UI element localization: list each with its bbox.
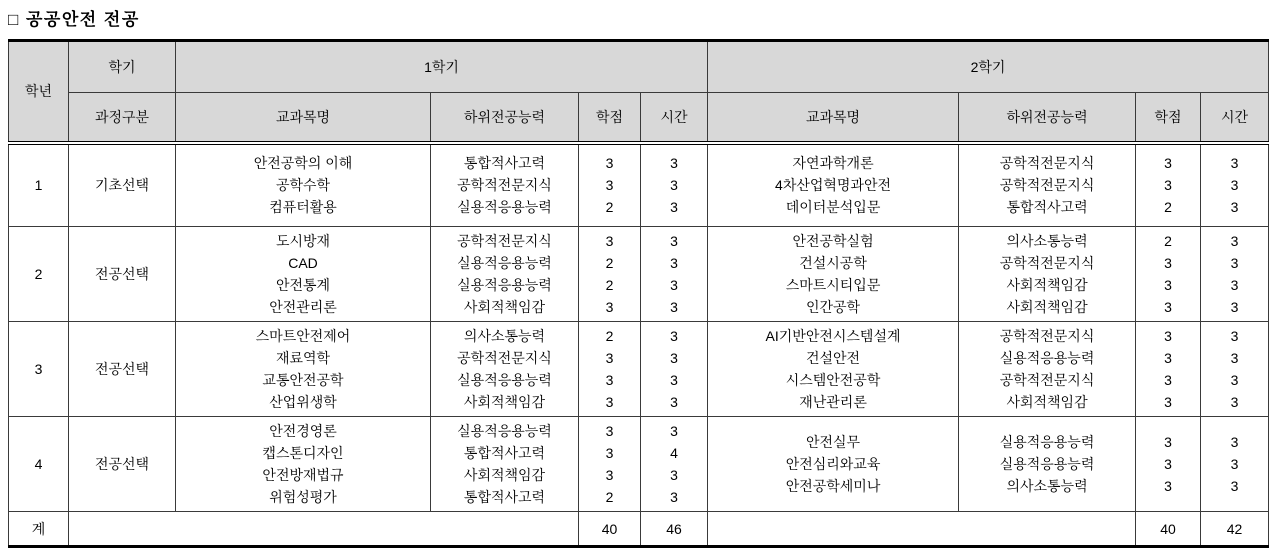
credit-value: 3 bbox=[605, 467, 614, 483]
course-name: 재료역학 bbox=[275, 350, 331, 366]
hour-value: 3 bbox=[670, 350, 678, 366]
hours-cell bbox=[1201, 227, 1269, 322]
header-sem1: 1학기 bbox=[176, 41, 708, 93]
course-name-cell bbox=[176, 417, 431, 512]
course-name: 안전통계 bbox=[275, 277, 331, 293]
hour-value: 3 bbox=[670, 177, 678, 194]
year-cell: 2 bbox=[9, 227, 69, 322]
credits-cell bbox=[1136, 417, 1201, 512]
course-name: AI기반안전시스템설계 bbox=[765, 328, 901, 344]
competency: 실용적응용능력 bbox=[457, 277, 552, 293]
course-name: 안전방재법규 bbox=[262, 467, 344, 483]
course-name: 안전공학세미나 bbox=[785, 478, 881, 494]
total-sem1-hours: 46 bbox=[641, 512, 708, 547]
competency: 공학적전문지식 bbox=[457, 350, 552, 366]
course-name: CAD bbox=[288, 255, 318, 271]
header-hours-sem2: 시간 bbox=[1201, 93, 1269, 143]
competency: 의사소통능력 bbox=[463, 328, 546, 344]
competency-cell bbox=[959, 417, 1136, 512]
course-name: 시스템안전공학 bbox=[785, 372, 881, 388]
course-name: 안전심리와교육 bbox=[785, 456, 881, 472]
course-name-cell bbox=[176, 227, 431, 322]
course-name: 인간공학 bbox=[805, 299, 861, 315]
course-name: 스마트안전제어 bbox=[255, 328, 351, 344]
course-name: 4차산업혁명과안전 bbox=[775, 177, 892, 194]
year-cell: 4 bbox=[9, 417, 69, 512]
header-credits-sem2: 학점 bbox=[1136, 93, 1201, 143]
credit-value: 3 bbox=[1164, 177, 1172, 194]
course-name-cell bbox=[708, 227, 959, 322]
hour-value: 3 bbox=[670, 155, 678, 172]
hours-cell bbox=[641, 417, 708, 512]
course-name: 재난관리론 bbox=[799, 394, 867, 410]
course-name: 도시방재 bbox=[275, 233, 331, 249]
course-name: 데이터분석입문 bbox=[785, 199, 881, 216]
credit-value: 3 bbox=[605, 350, 614, 366]
hour-value: 3 bbox=[1230, 350, 1239, 366]
competency: 실용적응용능력 bbox=[999, 350, 1095, 366]
course-name-cell bbox=[708, 417, 959, 512]
credits-cell bbox=[1136, 227, 1201, 322]
header-row-semester bbox=[9, 41, 1269, 93]
credit-value: 3 bbox=[605, 445, 614, 461]
hour-value: 4 bbox=[670, 445, 678, 461]
hours-cell bbox=[1201, 322, 1269, 417]
hour-value: 3 bbox=[1230, 299, 1239, 315]
hour-value: 3 bbox=[1230, 199, 1239, 216]
competency: 공학적전문지식 bbox=[457, 233, 552, 249]
competency-cell bbox=[959, 143, 1136, 227]
table-row bbox=[9, 322, 1269, 417]
hour-value: 3 bbox=[1230, 394, 1239, 410]
hour-value: 3 bbox=[670, 255, 678, 271]
credit-value: 3 bbox=[1164, 350, 1172, 366]
credit-value: 2 bbox=[605, 489, 614, 505]
competency: 공학적전문지식 bbox=[999, 255, 1095, 271]
header-course-name-sem2: 교과목명 bbox=[708, 93, 959, 143]
course-name: 건설안전 bbox=[805, 350, 861, 366]
total-sem2-credits: 40 bbox=[1136, 512, 1201, 547]
credit-value: 3 bbox=[1164, 155, 1172, 172]
total-label: 계 bbox=[9, 512, 69, 547]
credit-value: 3 bbox=[1164, 277, 1172, 293]
credits-cell bbox=[1136, 322, 1201, 417]
competency: 공학적전문지식 bbox=[999, 372, 1095, 388]
course-name: 안전경영론 bbox=[269, 423, 337, 439]
credit-value: 3 bbox=[605, 233, 614, 249]
competency-cell bbox=[959, 227, 1136, 322]
competency: 사회적책임감 bbox=[1006, 277, 1088, 293]
credits-cell bbox=[579, 322, 641, 417]
competency: 사회적책임감 bbox=[463, 394, 546, 410]
competency: 공학적전문지식 bbox=[999, 155, 1095, 172]
header-semester: 학기 bbox=[69, 41, 176, 93]
total-sem2-hours: 42 bbox=[1201, 512, 1269, 547]
table-row bbox=[9, 227, 1269, 322]
header-credits-sem1: 학점 bbox=[579, 93, 641, 143]
credit-value: 3 bbox=[1164, 434, 1172, 450]
course-name: 자연과학개론 bbox=[792, 155, 874, 172]
competency: 사회적책임감 bbox=[1006, 394, 1088, 410]
course-name-cell bbox=[708, 322, 959, 417]
table-row bbox=[9, 143, 1269, 227]
credit-value: 3 bbox=[605, 394, 614, 410]
competency: 사회적책임감 bbox=[463, 299, 546, 315]
header-competency-sem1: 하위전공능력 bbox=[431, 93, 579, 143]
hour-value: 3 bbox=[670, 233, 678, 249]
credit-value: 2 bbox=[605, 328, 614, 344]
competency: 의사소통능력 bbox=[1006, 233, 1088, 249]
course-name: 위험성평가 bbox=[269, 489, 337, 505]
hour-value: 3 bbox=[1230, 277, 1239, 293]
credit-value: 3 bbox=[1164, 255, 1172, 271]
credit-value: 3 bbox=[1164, 328, 1172, 344]
credit-value: 3 bbox=[1164, 372, 1172, 388]
competency-cell bbox=[431, 227, 579, 322]
course-name: 건설시공학 bbox=[799, 255, 867, 271]
credit-value: 2 bbox=[605, 277, 614, 293]
competency-cell bbox=[431, 143, 579, 227]
competency: 실용적응용능력 bbox=[999, 456, 1095, 472]
course-name: 안전실무 bbox=[805, 434, 861, 450]
table-header bbox=[9, 41, 1269, 143]
header-year: 학년 bbox=[9, 41, 69, 143]
course-name: 안전공학의 이해 bbox=[253, 155, 353, 172]
course-name-cell bbox=[176, 322, 431, 417]
header-hours-sem1: 시간 bbox=[641, 93, 708, 143]
course-name: 산업위생학 bbox=[269, 394, 337, 410]
credit-value: 3 bbox=[605, 155, 614, 172]
credit-value: 3 bbox=[605, 299, 614, 315]
credit-value: 3 bbox=[1164, 299, 1172, 315]
header-row-columns bbox=[9, 93, 1269, 143]
year-cell: 1 bbox=[9, 143, 69, 227]
competency: 실용적응용능력 bbox=[999, 434, 1095, 450]
credits-cell bbox=[579, 227, 641, 322]
competency: 사회적책임감 bbox=[463, 467, 546, 483]
competency: 의사소통능력 bbox=[1006, 478, 1088, 494]
credit-value: 3 bbox=[605, 372, 614, 388]
year-cell: 3 bbox=[9, 322, 69, 417]
credits-cell bbox=[579, 417, 641, 512]
hour-value: 3 bbox=[670, 328, 678, 344]
total-row bbox=[9, 512, 1269, 547]
competency: 실용적응용능력 bbox=[457, 423, 552, 439]
credits-cell bbox=[1136, 143, 1201, 227]
hour-value: 3 bbox=[670, 277, 678, 293]
course-type-cell: 전공선택 bbox=[69, 322, 176, 417]
header-sem2: 2학기 bbox=[708, 41, 1269, 93]
credit-value: 2 bbox=[1164, 233, 1172, 249]
curriculum-body bbox=[9, 143, 1269, 512]
total-empty-sem1 bbox=[69, 512, 579, 547]
hour-value: 3 bbox=[1230, 233, 1239, 249]
hour-value: 3 bbox=[670, 467, 678, 483]
table-row bbox=[9, 417, 1269, 512]
hour-value: 3 bbox=[1230, 434, 1239, 450]
credit-value: 2 bbox=[1164, 199, 1172, 216]
hour-value: 3 bbox=[670, 299, 678, 315]
competency: 실용적응용능력 bbox=[457, 372, 552, 388]
hour-value: 3 bbox=[670, 372, 678, 388]
competency: 실용적응용능력 bbox=[457, 255, 552, 271]
course-name: 교통안전공학 bbox=[262, 372, 344, 388]
course-name: 스마트시티입문 bbox=[785, 277, 881, 293]
credit-value: 2 bbox=[605, 255, 614, 271]
credit-value: 3 bbox=[605, 423, 614, 439]
hour-value: 3 bbox=[1230, 478, 1239, 494]
hour-value: 3 bbox=[1230, 177, 1239, 194]
hours-cell bbox=[641, 322, 708, 417]
competency: 공학적전문지식 bbox=[457, 177, 552, 194]
course-type-cell: 전공선택 bbox=[69, 227, 176, 322]
hours-cell bbox=[1201, 143, 1269, 227]
header-course-type: 과정구분 bbox=[69, 93, 176, 143]
credit-value: 3 bbox=[1164, 478, 1172, 494]
course-type-cell: 전공선택 bbox=[69, 417, 176, 512]
competency: 통합적사고력 bbox=[463, 489, 546, 505]
competency: 통합적사고력 bbox=[463, 155, 546, 172]
competency-cell bbox=[431, 322, 579, 417]
credit-value: 3 bbox=[1164, 394, 1172, 410]
curriculum-table bbox=[8, 39, 1269, 548]
hours-cell bbox=[641, 143, 708, 227]
competency: 통합적사고력 bbox=[1006, 199, 1088, 216]
hour-value: 3 bbox=[1230, 155, 1239, 172]
hour-value: 3 bbox=[670, 394, 678, 410]
competency: 통합적사고력 bbox=[463, 445, 546, 461]
course-name: 안전공학실험 bbox=[792, 233, 874, 249]
course-name-cell bbox=[708, 143, 959, 227]
course-name: 안전관리론 bbox=[269, 299, 337, 315]
competency-cell bbox=[431, 417, 579, 512]
course-name-cell bbox=[176, 143, 431, 227]
hour-value: 3 bbox=[670, 423, 678, 439]
credits-cell bbox=[579, 143, 641, 227]
competency: 실용적응용능력 bbox=[457, 199, 552, 216]
competency-cell bbox=[959, 322, 1136, 417]
course-name: 공학수학 bbox=[275, 177, 331, 194]
competency: 공학적전문지식 bbox=[999, 328, 1095, 344]
hours-cell bbox=[1201, 417, 1269, 512]
hour-value: 3 bbox=[1230, 255, 1239, 271]
total-sem1-credits: 40 bbox=[579, 512, 641, 547]
hour-value: 3 bbox=[670, 199, 678, 216]
page-title: □ 공공안전 전공 bbox=[8, 10, 140, 29]
hours-cell bbox=[641, 227, 708, 322]
hour-value: 3 bbox=[1230, 372, 1239, 388]
course-name: 컴퓨터활용 bbox=[269, 199, 337, 216]
credit-value: 3 bbox=[1164, 456, 1172, 472]
header-course-name-sem1: 교과목명 bbox=[176, 93, 431, 143]
course-type-cell: 기초선택 bbox=[69, 143, 176, 227]
competency: 사회적책임감 bbox=[1006, 299, 1088, 315]
header-competency-sem2: 하위전공능력 bbox=[959, 93, 1136, 143]
course-name: 캡스톤디자인 bbox=[262, 445, 344, 461]
competency: 공학적전문지식 bbox=[999, 177, 1095, 194]
table-footer bbox=[9, 512, 1269, 547]
hour-value: 3 bbox=[670, 489, 678, 505]
credit-value: 3 bbox=[605, 177, 614, 194]
hour-value: 3 bbox=[1230, 328, 1239, 344]
hour-value: 3 bbox=[1230, 456, 1239, 472]
credit-value: 2 bbox=[605, 199, 614, 216]
total-empty-sem2 bbox=[708, 512, 1136, 547]
